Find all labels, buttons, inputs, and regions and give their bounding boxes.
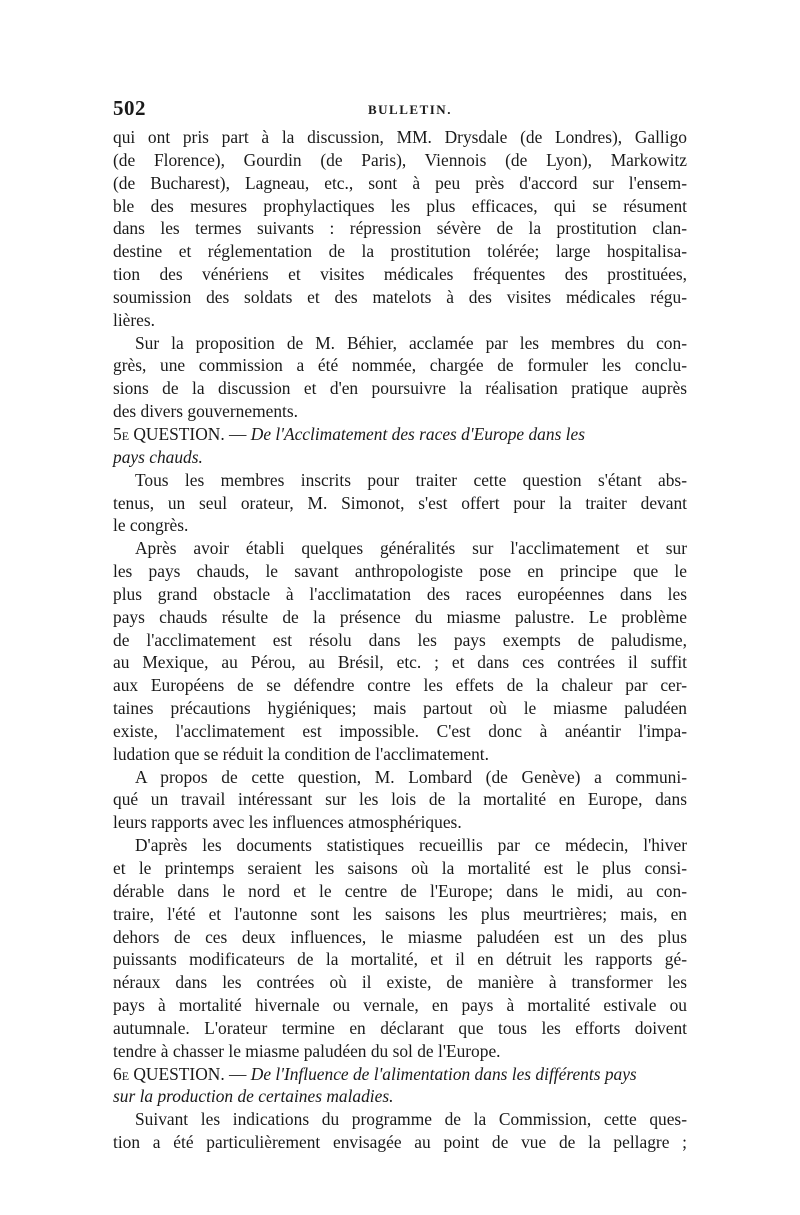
section-heading-question-6	[113, 1063, 687, 1109]
paragraph	[113, 126, 687, 332]
text-line: dérable dans le nord et le centre de l'Europe; dans le midi, au con-	[113, 880, 687, 901]
question-title-continued: sur la production de certaines maladies.	[113, 1086, 394, 1107]
text-line: qué un travail intéressant sur les lois de la mortalité en Europe, dans	[113, 789, 687, 810]
question-number: 5e QUESTION. —	[113, 423, 247, 444]
text-line: Suivant les indications du programme de la Commission, cette ques-	[135, 1109, 687, 1130]
body-text	[113, 126, 687, 1154]
text-line: existe, l'acclimatement est impossible. C'est donc à anéantir l'impa-	[113, 720, 687, 741]
text-line: destine et réglementation de la prostitution tolérée; large hospitalisa-	[113, 241, 687, 262]
section-heading-question-5	[113, 423, 687, 469]
paragraph	[113, 834, 687, 1062]
text-line: au Mexique, au Pérou, au Brésil, etc. ; et dans ces contrées il suffit	[113, 652, 687, 673]
text-line: A propos de cette question, M. Lombard (de Genève) a communi-	[135, 766, 687, 787]
text-line: des divers gouvernements.	[113, 401, 298, 422]
text-line: ludation que se réduit la condition de l'acclimatement.	[113, 743, 489, 764]
text-line: tendre à chasser le miasme paludéen du sol de l'Europe.	[113, 1040, 501, 1061]
text-line: tion a été particulièrement envisagée au point de vue de la pellagre ;	[113, 1132, 687, 1153]
text-line: tion des vénériens et visites médicales fréquentes des prostituées,	[113, 264, 687, 285]
text-line: dehors de ces deux influences, le miasme paludéen est un des plus	[113, 926, 687, 947]
paragraph	[113, 332, 687, 423]
text-line: soumission des soldats et des matelots à des visites médicales régu-	[113, 286, 687, 307]
text-line: ble des mesures prophylactiques les plus efficaces, qui se résument	[113, 195, 687, 216]
paragraph	[113, 537, 687, 765]
text-line: et le printemps seraient les saisons où la mortalité est le plus consi-	[113, 858, 687, 878]
text-line: qui ont pris part à la discussion, MM. Drysdale (de Londres), Galligo	[113, 127, 687, 147]
text-line: plus grand obstacle à l'acclimatation des races européennes dans les	[113, 583, 687, 604]
text-line: Sur la proposition de M. Béhier, acclamée par les membres du con-	[135, 332, 687, 353]
text-line: Tous les membres inscrits pour traiter cette question s'étant abs-	[135, 469, 687, 490]
page-header	[113, 96, 687, 126]
text-line: (de Florence), Gourdin (de Paris), Viennois (de Lyon), Markowitz	[113, 149, 687, 170]
text-line: néraux dans les contrées où il existe, de manière à transformer les	[113, 972, 687, 993]
text-line: sions de la discussion et d'en poursuivre la réalisation pratique auprès	[113, 378, 687, 399]
text-line: puissants modificateurs de la mortalité, et il en détruit les rapports gé-	[113, 949, 687, 970]
paragraph	[113, 1108, 687, 1154]
text-line: traire, l'été et l'autonne sont les saisons les plus meurtrières; mais, en	[113, 903, 687, 924]
text-line: de l'acclimatement est résolu dans les pays exempts de paludisme,	[113, 629, 687, 650]
paragraph	[113, 469, 687, 538]
question-title: De l'Influence de l'alimentation dans les différents pays	[250, 1063, 637, 1084]
question-number: 6e QUESTION. —	[113, 1063, 247, 1084]
text-line: le congrès.	[113, 515, 189, 536]
question-title-continued: pays chauds.	[113, 446, 203, 467]
text-line: D'après les documents statistiques recueillis par ce médecin, l'hiver	[135, 835, 687, 856]
text-line: aux Européens de se défendre contre les effets de la chaleur par cer-	[113, 675, 687, 696]
text-line: dans les termes suivants : répression sévère de la prostitution clan-	[113, 218, 687, 239]
text-line: Après avoir établi quelques généralités sur l'acclimatement et sur	[135, 538, 687, 559]
text-line: pays à mortalité hivernale ou vernale, en pays à mortalité estivale ou	[113, 995, 687, 1016]
text-line: autumnale. L'orateur termine en déclarant que tous les efforts doivent	[113, 1017, 687, 1038]
text-line: taines précautions hygiéniques; mais partout où le miasme paludéen	[113, 698, 687, 719]
text-line: (de Bucharest), Lagneau, etc., sont à peu près d'accord sur l'ensem-	[113, 172, 687, 193]
question-title: De l'Acclimatement des races d'Europe dans les	[250, 423, 586, 444]
text-line: pays chauds résulte de la présence du miasme palustre. Le problème	[113, 606, 687, 627]
text-line: grès, une commission a été nommée, chargée de formuler les conclu-	[113, 355, 687, 376]
text-line: leurs rapports avec les influences atmosphériques.	[113, 812, 462, 833]
paragraph	[113, 766, 687, 835]
document-page	[113, 96, 687, 1154]
text-line: lières.	[113, 309, 156, 330]
page-number: 502	[113, 96, 146, 120]
running-title: BULLETIN.	[368, 102, 452, 117]
text-line: les pays chauds, le savant anthropologiste pose en principe que le	[113, 561, 687, 582]
text-line: tenus, un seul orateur, M. Simonot, s'est offert pour la traiter devant	[113, 492, 687, 513]
